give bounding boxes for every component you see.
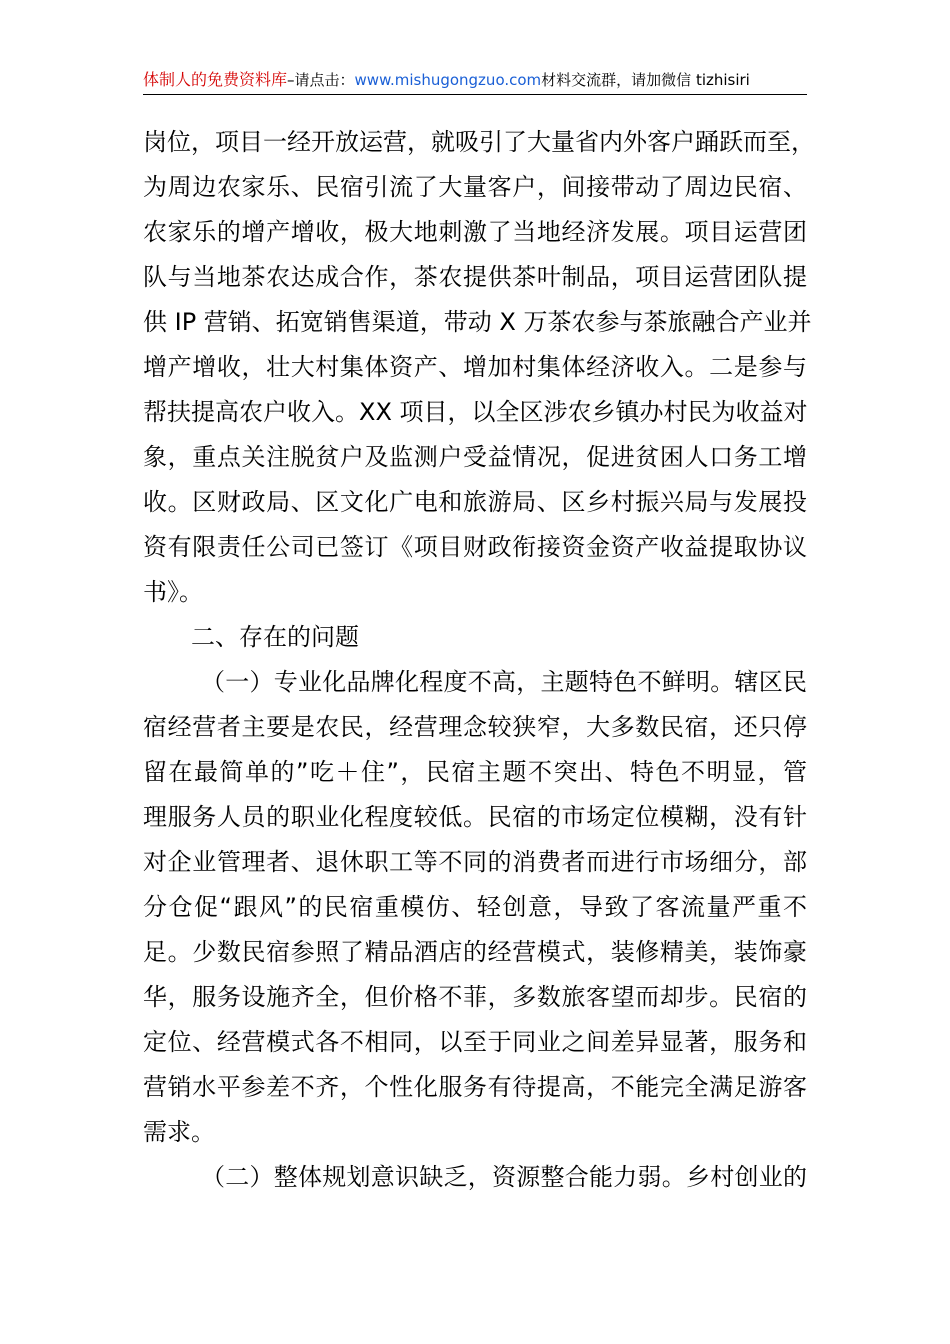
body-line: 资有限责任公司已签订《项目财政衔接资金资产收益提取协议: [143, 533, 807, 561]
body-line: 足。少数民宿参照了精品酒店的经营模式，装修精美，装饰豪: [143, 938, 807, 966]
body-line: 收。区财政局、区文化广电和旅游局、区乡村振兴局与发展投: [143, 488, 807, 516]
body-line: 定位、经营模式各不相同，以至于同业之间差异显著，服务和: [143, 1028, 807, 1056]
body-line: 为周边农家乐、民宿引流了大量客户，间接带动了周边民宿、: [143, 173, 807, 201]
subsection-heading-line: （二）整体规划意识缺乏，资源整合能力弱。乡村创业的: [201, 1163, 807, 1191]
body-line: 理服务人员的职业化程度较低。民宿的市场定位模糊，没有针: [143, 803, 807, 831]
header-suffix: 材料交流群，请加微信 tizhisiri: [541, 71, 750, 89]
page-header: [143, 66, 807, 95]
section-heading: 二、存在的问题: [191, 623, 359, 651]
body-line: 农家乐的增产增收，极大地刺激了当地经济发展。项目运营团: [143, 218, 807, 246]
body-line: 分仓促“跟风”的民宿重模仿、轻创意，导致了客流量严重不: [143, 893, 807, 921]
body-line: 需求。: [143, 1118, 215, 1146]
body-line: 增产增收，壮大村集体资产、增加村集体经济收入。二是参与: [143, 353, 807, 381]
body-line: 帮扶提高农户收入。XX 项目，以全区涉农乡镇办村民为收益对: [143, 398, 808, 426]
body-line: 供 IP 营销、拓宽销售渠道，带动 X 万茶农参与茶旅融合产业并: [143, 308, 812, 336]
header-prefix: –请点击：: [287, 71, 355, 89]
subsection-heading-line: （一）专业化品牌化程度不高，主题特色不鲜明。辖区民: [201, 668, 807, 696]
header-url-link[interactable]: www.mishugongzuo.com: [354, 71, 542, 89]
body-line: 宿经营者主要是农民，经营理念较狭窄，大多数民宿，还只停: [143, 713, 807, 741]
body-line: 象，重点关注脱贫户及监测户受益情况，促进贫困人口务工增: [143, 443, 807, 471]
body-line: 华，服务设施齐全，但价格不菲，多数旅客望而却步。民宿的: [143, 983, 807, 1011]
body-line: 书》。: [143, 578, 203, 606]
body-line: 队与当地茶农达成合作，茶农提供茶叶制品，项目运营团队提: [143, 263, 807, 291]
header-brand: 体制人的免费资料库: [143, 70, 288, 89]
body-line: 岗位，项目一经开放运营，就吸引了大量省内外客户踊跃而至，: [143, 128, 815, 156]
body-line: 营销水平参差不齐，个性化服务有待提高，不能完全满足游客: [143, 1073, 807, 1101]
body-line: 对企业管理者、退休职工等不同的消费者而进行市场细分，部: [143, 848, 807, 876]
document-body: [143, 120, 815, 1200]
body-line: 留在最简单的”吃＋住”，民宿主题不突出、特色不明显，管: [143, 758, 807, 786]
